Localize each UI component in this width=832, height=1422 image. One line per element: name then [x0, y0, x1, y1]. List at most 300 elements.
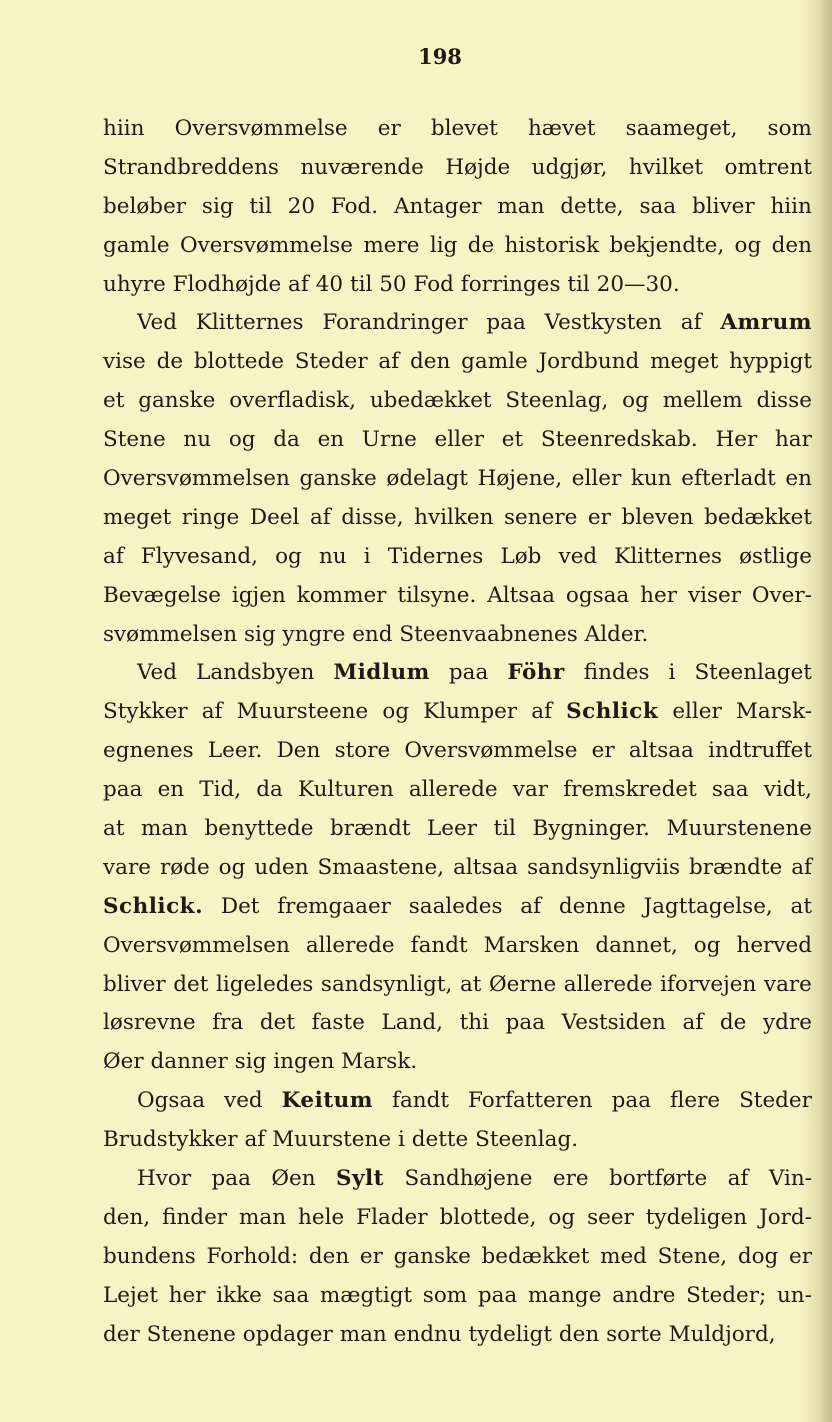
word: Flodhøjde — [172, 271, 282, 297]
word: efterladt — [681, 466, 776, 492]
word: en — [157, 777, 185, 803]
word: danner — [150, 1049, 228, 1075]
word: sig — [201, 193, 234, 219]
word: ogsaa — [565, 582, 630, 608]
word: hævet — [527, 116, 596, 141]
word: Forhold: — [206, 1243, 299, 1269]
emphasized-place-name: Keitum — [281, 1088, 374, 1114]
word: de — [156, 349, 184, 375]
emphasized-place-name: Midlum — [333, 660, 430, 686]
word: Forandringer — [322, 310, 468, 336]
word: Oversvømmelsen — [103, 466, 290, 492]
text-line — [103, 849, 812, 888]
text-line — [103, 616, 812, 655]
word: og — [548, 1204, 576, 1230]
word: en — [785, 466, 812, 492]
word: allerede — [408, 777, 498, 803]
word: dette, — [560, 193, 624, 219]
word: ved — [224, 1088, 263, 1114]
text-line — [103, 771, 812, 810]
text-line — [103, 1277, 812, 1316]
word: yngre — [282, 621, 346, 647]
paragraph — [103, 1082, 812, 1160]
word: Højene, — [477, 466, 563, 492]
word: Altsaa — [487, 582, 555, 608]
word: gamle — [461, 349, 528, 375]
word: 20—30. — [596, 271, 680, 297]
word: Steenredskab. — [540, 427, 698, 453]
word: hvilken — [414, 504, 494, 530]
word: opdager — [242, 1321, 333, 1347]
word: udgjør, — [531, 154, 608, 180]
word: Oversvømmelsen — [103, 932, 290, 958]
word: Oversvømmelse — [404, 738, 578, 764]
word: sorte — [606, 1321, 662, 1347]
text-line — [103, 654, 812, 693]
text-line — [103, 732, 812, 771]
word: den, — [103, 1204, 151, 1230]
word: egnenes — [103, 738, 194, 764]
word: Steder — [294, 349, 368, 375]
word: bliver — [103, 971, 166, 997]
word: bliver — [691, 193, 755, 219]
word: igjen — [231, 582, 286, 608]
word: lig — [429, 232, 458, 258]
word: af — [791, 854, 812, 880]
text-line — [103, 1199, 812, 1238]
word: Marsk. — [341, 1049, 418, 1075]
word: Oversvømmelse — [174, 116, 348, 141]
word: blottede, — [439, 1204, 537, 1230]
word: vidt, — [763, 777, 812, 803]
word: er — [377, 116, 401, 141]
text-line — [103, 888, 812, 927]
word: Tid, — [199, 777, 242, 803]
word: af — [727, 1166, 749, 1192]
word: til — [493, 816, 516, 842]
word: sandsynligviis — [527, 854, 681, 880]
word: Ved — [137, 310, 178, 336]
paragraph — [103, 110, 812, 304]
word: Strandbreddens — [103, 154, 279, 180]
word: Kulturen — [298, 777, 394, 803]
word: og — [693, 932, 721, 958]
word: bekjendte, — [609, 232, 725, 258]
word: Muldjord, — [668, 1321, 776, 1347]
word: Det — [220, 893, 260, 919]
word: hele — [298, 1204, 345, 1230]
word: Jordbund — [538, 349, 640, 375]
text-line — [103, 693, 812, 732]
word: un- — [776, 1282, 812, 1308]
emphasized-place-name: Schlick. — [103, 893, 204, 919]
paragraph — [103, 1160, 812, 1354]
word: at — [459, 971, 482, 997]
word: eller — [672, 699, 722, 725]
body-text — [103, 110, 812, 1355]
word: den — [558, 1321, 600, 1347]
word: Deel — [249, 504, 300, 530]
word: Øerne — [489, 971, 557, 997]
word: Leer. — [207, 738, 263, 764]
word: røde — [159, 854, 210, 880]
word: tydeligen — [645, 1204, 748, 1230]
word: disse — [756, 388, 812, 414]
text-line — [103, 266, 812, 305]
word: Øen — [271, 1166, 316, 1192]
word: er — [591, 738, 615, 764]
word: dog — [737, 1243, 779, 1269]
word: man — [339, 1321, 387, 1347]
word: de — [719, 1010, 747, 1036]
word: Land, — [381, 1010, 444, 1036]
word: Fod — [413, 271, 454, 297]
word: man — [239, 1204, 287, 1230]
word: bleven — [621, 504, 694, 530]
word: nu — [318, 543, 347, 569]
word: Forfatteren — [468, 1088, 593, 1114]
word: eller — [434, 427, 485, 453]
word: brændte — [689, 854, 783, 880]
text-line — [103, 927, 812, 966]
paragraph — [103, 654, 812, 1082]
word: Her — [715, 427, 758, 453]
word: denne — [558, 893, 626, 919]
word: at — [103, 816, 125, 842]
word: Flyvesand, — [140, 543, 258, 569]
word: brændt — [330, 816, 411, 842]
word: beløber — [103, 193, 187, 219]
word: Jord- — [759, 1204, 812, 1230]
word: mellem — [662, 388, 743, 414]
word: allerede — [305, 932, 395, 958]
word: mere — [363, 232, 420, 258]
word: altsaa — [453, 854, 519, 880]
word: og — [622, 388, 649, 414]
word: saa — [711, 777, 749, 803]
word: ere — [552, 1166, 589, 1192]
text-line — [103, 382, 812, 421]
word: Muursteene — [236, 699, 369, 725]
word: er — [788, 1243, 812, 1269]
emphasized-place-name: Föhr — [507, 660, 565, 686]
word: hvilket — [628, 154, 704, 180]
word: det — [173, 971, 209, 997]
word: nuværende — [300, 154, 424, 180]
word: paa — [448, 660, 489, 686]
word: og — [275, 543, 302, 569]
word: ligeledes — [215, 971, 314, 997]
word: af — [309, 504, 331, 530]
word: Ogsaa — [137, 1088, 206, 1114]
word: Steenlag. — [475, 1127, 579, 1153]
word: Højde — [445, 154, 511, 180]
word: vare — [103, 854, 151, 880]
word: Stene — [103, 427, 166, 453]
word: indtruffet — [708, 738, 812, 764]
word: af — [378, 349, 400, 375]
word: Hvor — [137, 1166, 192, 1192]
paragraph — [103, 304, 812, 654]
word: et — [103, 388, 125, 414]
word: et — [501, 427, 524, 453]
page-number: 198 — [418, 44, 462, 69]
word: i — [363, 543, 371, 569]
word: paa — [486, 310, 526, 336]
word: Muurstenene — [666, 816, 812, 842]
word: man — [140, 816, 189, 842]
word: i — [668, 660, 676, 686]
word: historisk — [504, 232, 600, 258]
word: bedækket — [481, 1243, 590, 1269]
word: af — [680, 310, 702, 336]
word: paa — [611, 1088, 652, 1114]
word: senere — [504, 504, 578, 530]
word: ubedækket — [369, 388, 492, 414]
word: forringes — [460, 271, 561, 297]
word: er — [587, 504, 611, 530]
word: store — [334, 738, 391, 764]
word: seer — [587, 1204, 634, 1230]
word: Vestsiden — [561, 1010, 666, 1036]
word: vare — [763, 971, 812, 997]
word: bundens — [103, 1243, 196, 1269]
word: blottede — [193, 349, 284, 375]
word: Klumper — [423, 699, 518, 725]
word: til — [567, 271, 590, 297]
word: Vin- — [768, 1166, 812, 1192]
text-line — [103, 1238, 812, 1277]
word: man — [497, 193, 545, 219]
word: som — [422, 1282, 468, 1308]
word: saa — [272, 1282, 310, 1308]
word: 50 — [379, 271, 407, 297]
word: til — [249, 193, 272, 219]
word: Bevægelse — [103, 582, 221, 608]
word: ikke — [216, 1282, 262, 1308]
word: Øer — [103, 1049, 144, 1075]
word: ganske — [393, 1243, 471, 1269]
text-line — [103, 499, 812, 538]
word: dannet, — [595, 932, 678, 958]
word: der — [103, 1321, 140, 1347]
word: og — [218, 854, 246, 880]
word: af — [103, 543, 124, 569]
word: tilsyne. — [397, 582, 477, 608]
word: Klitternes — [195, 310, 304, 336]
word: saaledes — [408, 893, 503, 919]
word: fra — [212, 1010, 244, 1036]
word: og — [734, 232, 762, 258]
word: dette — [411, 1127, 469, 1153]
word: blevet — [430, 116, 498, 141]
word: Stene, — [657, 1243, 728, 1269]
word: meget — [650, 349, 719, 375]
word: Den — [276, 738, 321, 764]
text-line — [103, 421, 812, 460]
word: Urne — [361, 427, 417, 453]
word: meget — [103, 504, 172, 530]
text-line — [103, 538, 812, 577]
word: Marsk- — [735, 699, 812, 725]
word: Klitternes — [614, 543, 722, 569]
text-line — [103, 966, 812, 1005]
word: Antager — [393, 193, 482, 219]
word: fandt — [410, 932, 468, 958]
word: den — [771, 232, 812, 258]
word: andre — [612, 1282, 676, 1308]
word: Steder — [739, 1088, 812, 1114]
word: Muurstene — [272, 1127, 392, 1153]
word: 40 — [315, 271, 344, 297]
word: paa — [477, 1282, 518, 1308]
word: disse, — [341, 504, 404, 530]
emphasized-place-name: Schlick — [566, 699, 659, 725]
word: er — [359, 1243, 383, 1269]
word: Bygninger. — [532, 816, 650, 842]
text-line — [103, 188, 812, 227]
word: Smaastene, — [317, 854, 445, 880]
word: Ved — [137, 660, 178, 686]
word: Leer — [427, 816, 478, 842]
word: allerede — [563, 971, 653, 997]
text-line — [103, 1160, 812, 1199]
word: da — [256, 777, 283, 803]
word: her — [168, 1282, 206, 1308]
word: i — [397, 1127, 405, 1153]
word: af — [201, 699, 223, 725]
text-line — [103, 460, 812, 499]
word: en — [317, 427, 345, 453]
word: Fod. — [330, 193, 379, 219]
word: Flader — [356, 1204, 428, 1230]
word: flere — [670, 1088, 721, 1114]
word: hyppigt — [729, 349, 812, 375]
word: Stykker — [103, 699, 188, 725]
word: faste — [311, 1010, 365, 1036]
word: sig — [243, 621, 276, 647]
word: herved — [736, 932, 812, 958]
word: som — [767, 116, 812, 141]
word: her — [640, 582, 678, 608]
word: uhyre — [103, 271, 166, 297]
word: vise — [103, 349, 146, 375]
word: ødelagt — [386, 466, 468, 492]
word: af — [288, 271, 309, 297]
text-line — [103, 1004, 812, 1043]
word: Steder; — [686, 1282, 767, 1308]
word: østlige — [739, 543, 812, 569]
word: saa — [639, 193, 677, 219]
word: tydeligt — [468, 1321, 552, 1347]
word: sandsynligt, — [320, 971, 453, 997]
word: med — [600, 1243, 647, 1269]
word: overfladisk, — [229, 388, 357, 414]
word: Brudstykker — [103, 1127, 238, 1153]
word: da — [273, 427, 300, 453]
word: paa — [211, 1166, 251, 1192]
word: viser — [687, 582, 741, 608]
word: Vestkysten — [544, 310, 662, 336]
word: altsaa — [628, 738, 694, 764]
word: Marsken — [483, 932, 580, 958]
word: nu — [183, 427, 212, 453]
word: af — [244, 1127, 266, 1153]
text-line — [103, 227, 812, 266]
word: ingen — [273, 1049, 335, 1075]
word: uden — [254, 854, 309, 880]
word: mægtigt — [319, 1282, 413, 1308]
word: svømmelsen — [103, 621, 238, 647]
word: kommer — [296, 582, 387, 608]
word: den — [308, 1243, 350, 1269]
word: de — [467, 232, 495, 258]
text-line — [103, 1043, 812, 1082]
word: Tidernes — [387, 543, 484, 569]
word: Alder. — [584, 621, 649, 647]
word: og — [228, 427, 256, 453]
word: af — [531, 699, 553, 725]
word: Lejet — [103, 1282, 159, 1308]
word: det — [259, 1010, 296, 1036]
word: kun — [630, 466, 672, 492]
word: løsrevne — [103, 1010, 196, 1036]
word: ganske — [299, 466, 377, 492]
word: Jagttagelse, — [643, 893, 773, 919]
text-line — [103, 1121, 812, 1160]
word: var — [512, 777, 549, 803]
emphasized-place-name: Amrum — [720, 310, 812, 336]
text-line — [103, 577, 812, 616]
word: end — [352, 621, 393, 647]
word: fremgaaer — [277, 893, 391, 919]
word: findes — [583, 660, 650, 686]
word: benyttede — [204, 816, 314, 842]
word: Landsbyen — [196, 660, 315, 686]
word: paa — [103, 777, 143, 803]
word: finder — [162, 1204, 228, 1230]
word: paa — [505, 1010, 546, 1036]
word: iforvejen — [660, 971, 757, 997]
word: til — [349, 271, 373, 297]
word: den — [409, 349, 451, 375]
word: Steenlag, — [505, 388, 609, 414]
word: ydre — [763, 1010, 812, 1036]
word: hiin — [770, 193, 812, 219]
word: Løb — [500, 543, 542, 569]
word: ringe — [181, 504, 240, 530]
word: Steenvaabnenes — [399, 621, 578, 647]
word: Steenlaget — [694, 660, 812, 686]
word: endnu — [393, 1321, 462, 1347]
word: mange — [527, 1282, 602, 1308]
text-line — [103, 110, 812, 149]
word: eller — [571, 466, 622, 492]
word: ganske — [138, 388, 216, 414]
word: af — [520, 893, 542, 919]
word: bortførte — [609, 1166, 708, 1192]
word: omtrent — [724, 154, 812, 180]
text-line — [103, 1082, 812, 1121]
word: thi — [459, 1010, 490, 1036]
word: har — [774, 427, 812, 453]
word: at — [790, 893, 812, 919]
word: saameget, — [625, 116, 738, 141]
word: ved — [558, 543, 598, 569]
word: sig — [234, 1049, 267, 1075]
word: Oversvømmelse — [179, 232, 353, 258]
text-line — [103, 149, 812, 188]
